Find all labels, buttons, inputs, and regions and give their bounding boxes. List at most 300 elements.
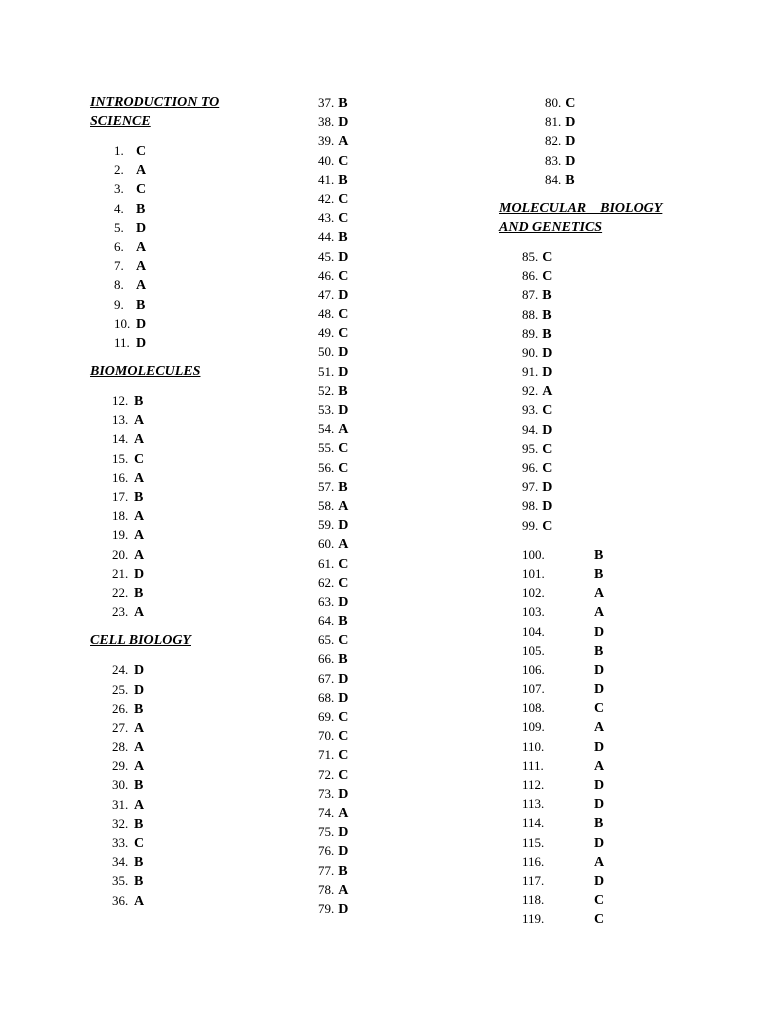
question-number: 40.	[318, 152, 335, 168]
answer-item	[318, 131, 438, 150]
answer-item	[499, 717, 699, 736]
answer-letter: B	[565, 172, 575, 188]
question-number: 13.	[112, 412, 129, 428]
answer-list-cell-biology-part-3	[522, 93, 699, 189]
answer-item	[318, 458, 438, 477]
answer-item	[90, 449, 290, 468]
answer-letter: A	[338, 537, 349, 553]
answer-letter: D	[338, 115, 349, 131]
answer-letter: C	[542, 461, 553, 476]
answer-column-3	[499, 93, 699, 939]
answer-item	[90, 275, 290, 294]
answer-letter: B	[136, 201, 146, 217]
question-number: 98.	[522, 498, 539, 514]
question-number: 85.	[522, 248, 539, 264]
answer-letter: D	[338, 287, 349, 303]
answer-letter: B	[338, 230, 348, 246]
answer-letter: D	[338, 786, 349, 802]
question-number: 29.	[112, 758, 129, 774]
question-number: 21.	[112, 565, 129, 581]
question-number: 18.	[112, 508, 129, 524]
answer-item	[318, 726, 438, 745]
answer-letter: B	[542, 326, 552, 342]
question-number: 56.	[318, 459, 335, 475]
question-number: 67.	[318, 670, 335, 686]
answer-item	[499, 698, 699, 717]
question-number: 37.	[318, 95, 335, 110]
answer-letter: C	[338, 556, 349, 572]
answer-item	[90, 699, 290, 718]
answer-letter: A	[134, 413, 145, 429]
question-number: 12.	[112, 393, 129, 409]
answer-letter: C	[136, 144, 147, 159]
question-number: 105.	[522, 642, 545, 658]
answer-letter: C	[338, 710, 349, 725]
question-number: 107.	[522, 681, 545, 697]
question-number: 50.	[318, 344, 335, 360]
answer-letter: B	[134, 394, 144, 410]
answer-letter: C	[338, 633, 349, 649]
answer-item	[499, 381, 699, 400]
answer-letter: C	[338, 191, 349, 207]
question-number: 82.	[545, 133, 562, 149]
question-number: 102.	[522, 585, 545, 601]
answer-letter: A	[594, 605, 605, 621]
answer-letter: B	[542, 288, 552, 304]
answer-letter: C	[338, 748, 349, 764]
question-number: 104.	[522, 623, 545, 639]
question-number: 61.	[318, 555, 335, 571]
answer-letter: B	[594, 566, 604, 582]
question-number: 22.	[112, 584, 129, 600]
answer-item	[499, 602, 699, 621]
question-number: 45.	[318, 248, 335, 264]
answer-letter: B	[134, 490, 144, 505]
answer-item	[90, 718, 290, 737]
answer-item	[499, 890, 699, 909]
answer-letter: A	[338, 134, 349, 150]
answer-letter: A	[134, 432, 145, 448]
answer-letter: C	[136, 182, 147, 198]
answer-letter: D	[134, 682, 145, 698]
question-number: 59.	[318, 517, 335, 533]
answer-letter: D	[338, 403, 349, 418]
answer-item	[522, 131, 699, 150]
answer-item	[499, 813, 699, 832]
answer-item	[499, 343, 699, 362]
answer-item	[90, 660, 290, 679]
answer-item	[499, 362, 699, 381]
question-number: 101.	[522, 565, 545, 581]
question-number: 39.	[318, 133, 335, 149]
answer-letter: A	[134, 547, 145, 563]
answer-item	[90, 852, 290, 871]
question-number: 113.	[522, 796, 545, 812]
question-number: 14.	[112, 431, 129, 447]
answer-list-biomolecules	[90, 391, 290, 621]
answer-item	[318, 765, 438, 784]
answer-letter: A	[136, 259, 147, 275]
question-number: 55.	[318, 440, 335, 456]
answer-letter: D	[338, 345, 349, 361]
answer-item	[499, 285, 699, 304]
answer-letter: B	[338, 863, 348, 879]
answer-letter: D	[594, 682, 605, 698]
answer-item	[499, 564, 699, 583]
answer-item	[522, 112, 699, 131]
answer-item	[318, 880, 438, 899]
question-number: 88.	[522, 306, 539, 322]
answer-list-molecular-biology-cont	[499, 545, 699, 929]
answer-letter: C	[338, 575, 349, 591]
answer-item	[318, 899, 438, 918]
answer-item	[90, 160, 290, 179]
answer-item	[318, 554, 438, 573]
answer-letter: C	[134, 836, 145, 851]
question-number: 38.	[318, 114, 335, 130]
answer-column-2	[318, 93, 438, 928]
answer-letter: A	[134, 720, 145, 736]
question-number: 52.	[318, 382, 335, 398]
answer-item	[318, 247, 438, 266]
answer-list-cell-biology-part-2	[318, 93, 438, 918]
answer-item	[90, 179, 290, 198]
question-number: 46.	[318, 267, 335, 283]
section-heading-biomolecules: BIOMOLECULES	[90, 364, 201, 380]
answer-letter: A	[134, 797, 145, 813]
question-number: 5.	[114, 219, 124, 235]
answer-letter: A	[134, 509, 145, 525]
answer-letter: D	[338, 518, 349, 534]
question-number: 109.	[522, 719, 545, 735]
answer-letter: C	[542, 249, 553, 265]
question-number: 49.	[318, 325, 335, 341]
question-number: 15.	[112, 450, 129, 466]
answer-letter: A	[134, 470, 145, 486]
answer-letter: A	[338, 805, 349, 821]
answer-item	[499, 516, 699, 535]
question-number: 41.	[318, 171, 335, 187]
answer-letter: D	[542, 422, 553, 438]
question-number: 94.	[522, 421, 539, 437]
question-number: 27.	[112, 719, 129, 735]
answer-item	[90, 256, 290, 275]
answer-letter: C	[594, 893, 605, 909]
answer-letter: D	[565, 153, 576, 169]
answer-item	[499, 775, 699, 794]
answer-item	[90, 218, 290, 237]
answer-letter: C	[338, 729, 349, 745]
question-number: 96.	[522, 460, 539, 475]
question-number: 108.	[522, 700, 545, 716]
question-number: 33.	[112, 835, 129, 850]
answer-item	[90, 525, 290, 544]
question-number: 65.	[318, 632, 335, 648]
answer-letter: D	[338, 249, 349, 265]
question-number: 71.	[318, 747, 335, 763]
answer-letter: D	[594, 778, 605, 793]
answer-item	[90, 756, 290, 775]
answer-letter: B	[338, 614, 348, 630]
answer-letter: B	[134, 816, 144, 832]
answer-item	[90, 429, 290, 448]
question-number: 93.	[522, 402, 539, 418]
answer-item	[499, 909, 699, 928]
answer-letter: D	[338, 690, 349, 706]
question-number: 99.	[522, 517, 539, 533]
answer-item	[90, 545, 290, 564]
question-number: 26.	[112, 700, 129, 716]
answer-item	[318, 841, 438, 860]
question-number: 35.	[112, 873, 129, 889]
answer-item	[318, 573, 438, 592]
answer-item	[522, 93, 699, 112]
question-number: 75.	[318, 824, 335, 840]
answer-item	[499, 794, 699, 813]
answer-letter: B	[338, 652, 348, 668]
answer-item	[499, 641, 699, 660]
answer-item	[499, 305, 699, 324]
answer-letter: C	[134, 451, 145, 467]
answer-letter: B	[542, 307, 552, 323]
question-number: 64.	[318, 613, 335, 629]
question-number: 110.	[522, 738, 545, 754]
answer-item	[318, 151, 438, 170]
answer-letter: C	[542, 403, 553, 419]
question-number: 60.	[318, 536, 335, 552]
answer-item	[90, 333, 290, 352]
question-number: 11.	[114, 334, 130, 350]
answer-item	[318, 342, 438, 361]
answer-item	[318, 93, 438, 112]
answer-letter: D	[542, 365, 553, 381]
answer-item	[318, 419, 438, 438]
answer-letter: D	[134, 566, 145, 582]
answer-letter: B	[338, 172, 348, 188]
answer-item	[90, 737, 290, 756]
question-number: 48.	[318, 306, 335, 322]
question-number: 58.	[318, 497, 335, 513]
section-heading-intro-science: INTRODUCTION TO SCIENCE	[90, 95, 220, 129]
question-number: 51.	[318, 363, 335, 379]
answer-item	[90, 468, 290, 487]
answer-item	[318, 304, 438, 323]
answer-item	[522, 170, 699, 189]
question-number: 83.	[545, 152, 562, 168]
answer-item	[499, 833, 699, 852]
answer-item	[90, 506, 290, 525]
answer-letter: C	[338, 441, 349, 457]
question-number: 62.	[318, 574, 335, 590]
answer-item	[499, 756, 699, 775]
question-number: 92.	[522, 383, 539, 399]
answer-item	[318, 362, 438, 381]
answer-item	[318, 477, 438, 496]
answer-item	[90, 295, 290, 314]
answer-letter: C	[542, 441, 553, 457]
section-heading-molecular-biology: MOLECULAR BIOLOGY AND GENETICS	[499, 200, 663, 235]
answer-item	[90, 795, 290, 814]
answer-item	[318, 266, 438, 285]
answer-letter: A	[594, 586, 605, 602]
answer-letter: A	[134, 740, 145, 756]
answer-item	[318, 208, 438, 227]
question-number: 6.	[114, 238, 124, 254]
question-number: 8.	[114, 277, 124, 293]
question-number: 36.	[112, 892, 129, 908]
question-number: 7.	[114, 258, 124, 274]
question-number: 78.	[318, 881, 335, 897]
question-number: 32.	[112, 815, 129, 831]
answer-letter: D	[594, 739, 605, 755]
answer-item	[499, 852, 699, 871]
answer-letter: D	[338, 671, 349, 687]
answer-letter: A	[594, 758, 605, 774]
answer-letter: D	[565, 134, 576, 150]
answer-letter: A	[134, 605, 145, 621]
answer-item	[499, 477, 699, 496]
answer-letter: A	[134, 528, 145, 544]
answer-letter: C	[338, 153, 349, 169]
answer-letter: A	[136, 239, 147, 255]
question-number: 103.	[522, 604, 545, 620]
answer-letter: D	[338, 825, 349, 841]
answer-item	[318, 611, 438, 630]
answer-letter: B	[134, 855, 144, 871]
answer-letter: A	[338, 498, 349, 514]
question-number: 69.	[318, 709, 335, 724]
question-number: 84.	[545, 171, 562, 187]
answer-item	[318, 803, 438, 822]
answer-letter: C	[594, 912, 605, 928]
question-number: 57.	[318, 478, 335, 494]
question-number: 90.	[522, 344, 539, 360]
answer-item	[499, 266, 699, 285]
answer-item	[499, 679, 699, 698]
answer-letter: C	[338, 307, 349, 323]
answer-letter: C	[338, 460, 349, 476]
question-number: 16.	[112, 469, 129, 485]
question-number: 86.	[522, 268, 539, 284]
answer-item	[499, 458, 699, 477]
question-number: 114.	[522, 815, 545, 831]
answer-item	[318, 669, 438, 688]
answer-letter: B	[594, 547, 604, 563]
answer-letter: D	[565, 115, 576, 131]
question-number: 66.	[318, 651, 335, 667]
answer-item	[522, 151, 699, 170]
answer-item	[318, 822, 438, 841]
question-number: 53.	[318, 402, 335, 417]
answer-letter: C	[338, 268, 349, 284]
question-number: 74.	[318, 804, 335, 820]
question-number: 54.	[318, 421, 335, 437]
answer-letter: D	[338, 594, 349, 610]
answer-letter: B	[338, 383, 348, 399]
question-number: 80.	[545, 95, 562, 110]
question-number: 44.	[318, 229, 335, 245]
question-number: 118.	[522, 892, 545, 908]
answer-item	[318, 784, 438, 803]
answer-item	[499, 400, 699, 419]
question-number: 89.	[522, 325, 539, 341]
answer-item	[499, 660, 699, 679]
question-number: 19.	[112, 527, 129, 543]
question-number: 28.	[112, 739, 129, 755]
answer-letter: D	[338, 844, 349, 860]
answer-item	[318, 381, 438, 400]
answer-item	[318, 861, 438, 880]
question-number: 79.	[318, 900, 335, 916]
question-number: 81.	[545, 114, 562, 130]
answer-item	[90, 891, 290, 910]
question-number: 47.	[318, 286, 335, 302]
answer-item	[90, 583, 290, 602]
answer-list-intro-science	[90, 141, 290, 352]
answer-item	[90, 314, 290, 333]
answer-item	[318, 630, 438, 649]
answer-letter: A	[136, 163, 147, 179]
question-number: 77.	[318, 862, 335, 878]
answer-item	[90, 391, 290, 410]
answer-letter: D	[594, 873, 605, 889]
answer-letter: D	[338, 901, 349, 917]
answer-item	[90, 871, 290, 890]
answer-item	[90, 775, 290, 794]
question-number: 3.	[114, 181, 124, 197]
answer-letter: A	[542, 384, 553, 400]
question-number: 111.	[522, 757, 544, 773]
question-number: 17.	[112, 489, 129, 504]
answer-item	[318, 688, 438, 707]
answer-item	[90, 680, 290, 699]
answer-item	[318, 707, 438, 726]
answer-letter: B	[134, 701, 144, 717]
question-number: 68.	[318, 689, 335, 705]
answer-letter: D	[594, 835, 605, 851]
question-number: 115.	[522, 834, 545, 850]
question-number: 100.	[522, 546, 545, 562]
section-heading-cell-biology: CELL BIOLOGY	[90, 633, 191, 649]
answer-letter: D	[594, 624, 605, 640]
answer-letter: B	[134, 585, 144, 601]
answer-item	[318, 170, 438, 189]
answer-letter: D	[136, 316, 147, 332]
answer-letter: C	[338, 211, 349, 227]
answer-item	[318, 534, 438, 553]
question-number: 25.	[112, 681, 129, 697]
question-number: 106.	[522, 661, 545, 677]
answer-letter: D	[594, 797, 605, 813]
question-number: 116.	[522, 853, 545, 869]
answer-letter: D	[338, 364, 349, 380]
question-number: 76.	[318, 843, 335, 859]
answer-letter: A	[594, 854, 605, 870]
answer-letter: D	[542, 480, 553, 496]
question-number: 70.	[318, 728, 335, 744]
answer-item	[318, 112, 438, 131]
question-number: 87.	[522, 287, 539, 303]
answer-item	[318, 745, 438, 764]
answer-letter: B	[338, 479, 348, 495]
question-number: 95.	[522, 440, 539, 456]
question-number: 1.	[114, 143, 124, 158]
question-number: 9.	[114, 296, 124, 312]
answer-letter: C	[338, 326, 349, 342]
answer-letter: C	[542, 518, 553, 534]
answer-letter: D	[542, 499, 553, 515]
answer-item	[90, 487, 290, 506]
